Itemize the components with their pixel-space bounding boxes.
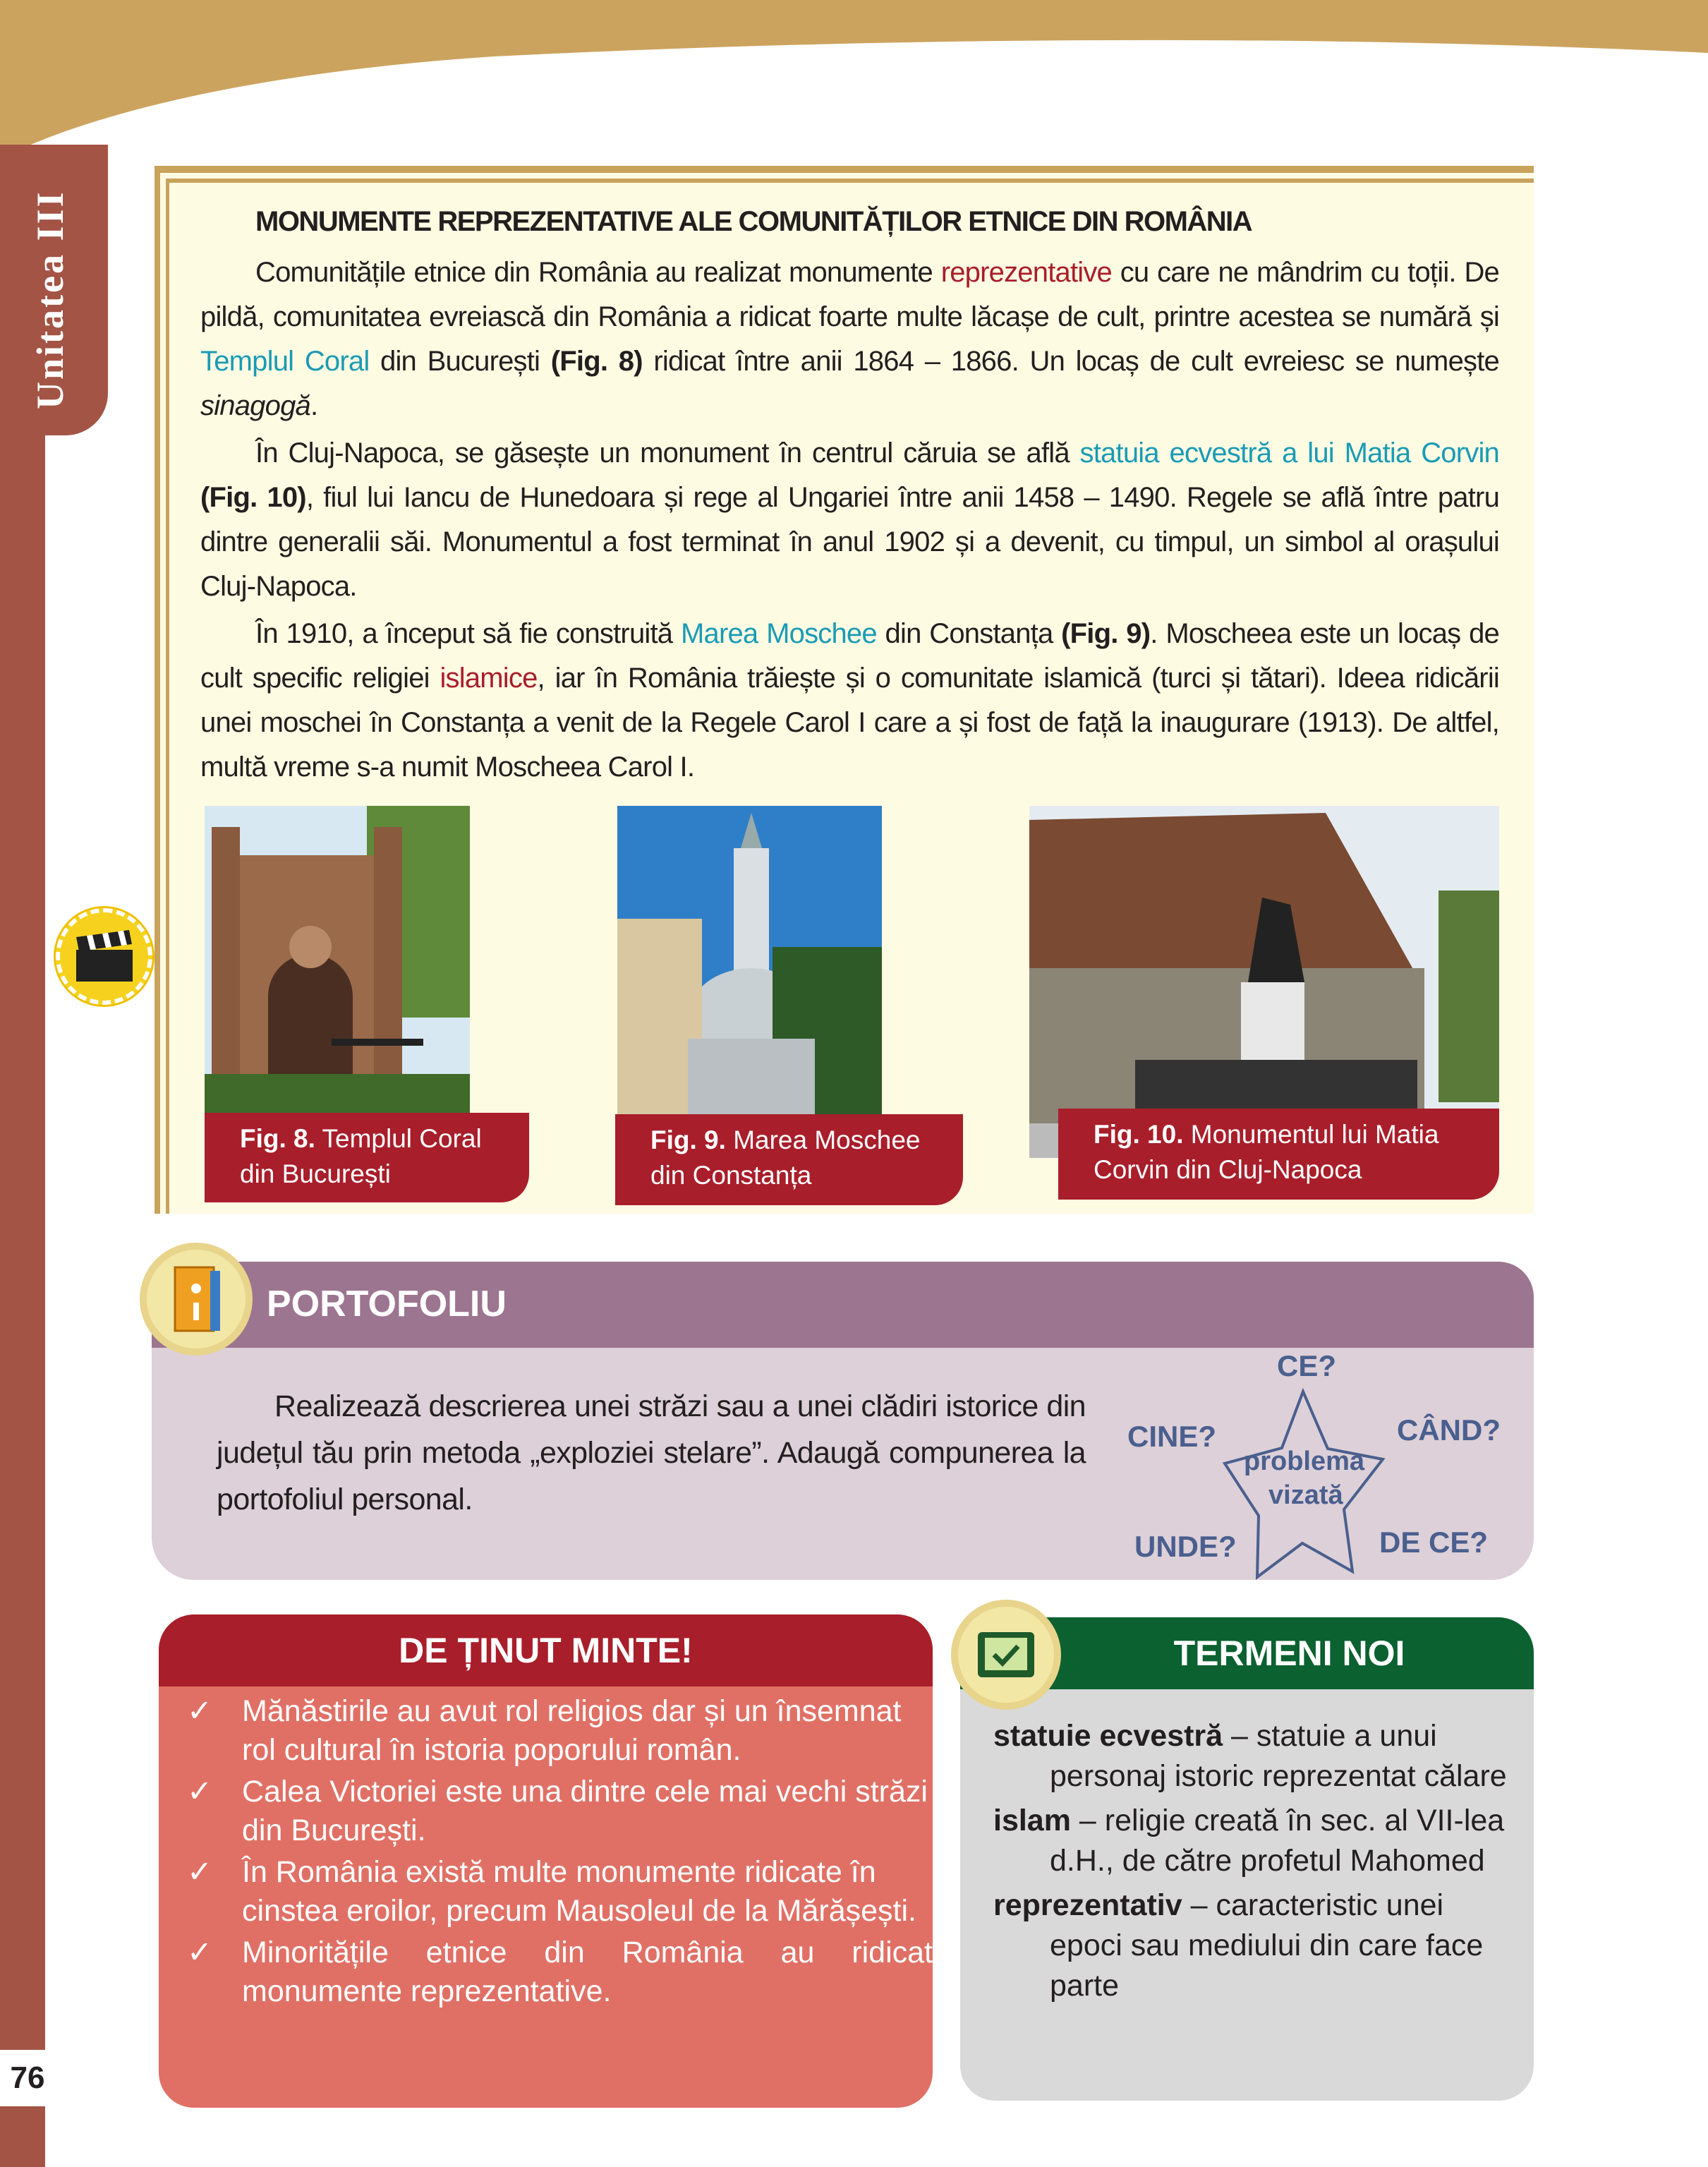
- caption-fig-8: [205, 1113, 529, 1202]
- text: . Moscheea este un locaș de cult specific religiei: [200, 618, 1499, 694]
- portfolio-title: PORTOFOLIU: [267, 1284, 507, 1324]
- paragraph-2: [200, 431, 1499, 609]
- paragraph-1: [200, 250, 1499, 428]
- item-text: Mănăstirile au avut rol religios dar și un însemnat rol cultural în istoria poporului român.: [242, 1694, 902, 1767]
- list-item: [187, 1773, 933, 1850]
- term-link: reprezentative: [940, 257, 1112, 288]
- term-link: Templul Coral: [200, 346, 370, 377]
- caption-line: Corvin din Cluj-Napoca: [1094, 1155, 1362, 1184]
- text: cu care ne mândrim cu toții. De pildă, comunitatea evreiască din România a ridicat foarte multe lăcașe de cult, printre acestea se numără și: [200, 257, 1499, 332]
- term-link: Marea Moschee: [680, 618, 877, 649]
- remember-title: DE ȚINUT MINTE!: [159, 1614, 933, 1686]
- fig-ref: (Fig. 8): [550, 346, 643, 377]
- clapperboard-icon[interactable]: [56, 908, 152, 1005]
- folder-icon: [140, 1243, 253, 1356]
- term-entry: [993, 1801, 1522, 1881]
- caption-fig-10: [1058, 1109, 1499, 1200]
- star-center-line2: vizată: [1268, 1480, 1343, 1510]
- header-wave: [0, 0, 1708, 169]
- text: Comunitățile etnice din România au realizat monumente: [255, 257, 941, 288]
- term-entry: [993, 1885, 1522, 2006]
- photo-matia-corvin: [1029, 806, 1499, 1158]
- fig-number: Fig. 9.: [650, 1125, 726, 1154]
- checkmark-icon: ✓: [187, 1936, 213, 1969]
- text: .: [310, 390, 318, 421]
- star-diagram: [1101, 1341, 1524, 1581]
- checkmark-icon: ✓: [187, 1775, 213, 1809]
- text: din București: [369, 346, 551, 377]
- term-entry: [993, 1716, 1522, 1797]
- checklist-book-icon: [951, 1600, 1061, 1710]
- star-label-left: CINE?: [1127, 1420, 1216, 1453]
- caption-line: Monumentul lui Matia: [1190, 1120, 1439, 1149]
- list-item: [187, 1853, 933, 1931]
- caption-line: din București: [240, 1159, 391, 1188]
- checkmark-icon: ✓: [187, 1694, 213, 1728]
- term-word: islam: [993, 1804, 1071, 1837]
- portfolio-text: Realizează descrierea unei străzi sau a unei clădiri istorice din județul tău prin metoda „exploziei stelare”. Adaugă compunerea la portofoliul personal.: [217, 1389, 1086, 1516]
- item-text: Minoritățile etnice din România au ridicat monumente reprezentative.: [242, 1936, 933, 2008]
- term-link: statuia ecvestră a lui Matia Corvin: [1079, 437, 1499, 469]
- remember-list: [187, 1692, 933, 2014]
- item-text: Calea Victoriei este una dintre cele mai vechi străzi din București.: [242, 1775, 928, 1847]
- term-word: reprezentativ: [993, 1888, 1182, 1922]
- star-label-bottom-right: DE CE?: [1379, 1526, 1489, 1559]
- text: ridicat între anii 1864 – 1866. Un locaș de cult evreiesc se numește: [642, 346, 1499, 377]
- caption-line: din Constanța: [650, 1161, 812, 1190]
- italic-term: sinagogă: [200, 390, 310, 421]
- term-link: islamice: [440, 663, 538, 694]
- fig-ref: (Fig. 10): [200, 482, 306, 513]
- text: În Cluj-Napoca, se găsește un monument în centrul căruia se află: [255, 437, 1080, 469]
- checkmark-icon: ✓: [187, 1855, 213, 1889]
- star-center-line1: problema: [1244, 1447, 1365, 1476]
- term-definition: – religie creată în sec. al VII-lea d.H., de către profetul Mahomed: [1050, 1804, 1505, 1878]
- term-definition: – statuie a unui personaj istoric reprezentat călare: [1050, 1719, 1507, 1793]
- caption-fig-9: [615, 1114, 963, 1205]
- new-terms-title: TERMENI NOI: [960, 1617, 1534, 1689]
- photo-templul-coral: [205, 806, 470, 1113]
- term-definition: – caracteristic unei epoci sau mediului din care face parte: [1050, 1888, 1484, 2003]
- star-label-right: CÂND?: [1397, 1413, 1501, 1447]
- sidebar-strip: [0, 145, 45, 2167]
- fig-ref: (Fig. 9): [1061, 618, 1151, 649]
- item-text: În România există multe monumente ridicate în cinstea eroilor, precum Mausoleul de la Mărășești.: [242, 1855, 916, 1928]
- page-number: 76: [0, 2050, 55, 2106]
- caption-line: Marea Moschee: [733, 1125, 921, 1154]
- fig-number: Fig. 10.: [1094, 1120, 1184, 1149]
- new-terms-list: [993, 1716, 1522, 2010]
- star-label-top: CE?: [1277, 1349, 1336, 1382]
- text: , iar în România trăiește și o comunitate islamică (turci și tătari). Ideea ridicării unei moschei în Constanța a venit de la Regele Carol I care a și fost de față la inaugurare (1913). De altfel, multă vreme s-a numit Moscheea Carol I.: [200, 663, 1499, 783]
- caption-line: Templul Coral: [322, 1124, 482, 1153]
- article-title: MONUMENTE REPREZENTATIVE ALE COMUNITĂȚILOR ETNICE DIN ROMÂNIA: [255, 206, 1252, 237]
- text: În 1910, a început să fie construită: [255, 618, 681, 649]
- term-word: statuie ecvestră: [993, 1719, 1223, 1753]
- unit-label: Unitatea III: [29, 190, 71, 409]
- star-label-bottom-left: UNDE?: [1134, 1530, 1237, 1563]
- text: , fiul lui Iancu de Hunedoara și rege al Ungariei între anii 1458 – 1490. Regele se află între patru dintre generalii săi. Monumentul a fost terminat în anul 1902 și a devenit, cu timpul, un simbol al orașului Cluj-Napoca.: [200, 482, 1500, 602]
- text: din Constanța: [876, 618, 1062, 649]
- article-body: [200, 250, 1499, 792]
- list-item: [187, 1692, 933, 1770]
- paragraph-3: [200, 612, 1499, 790]
- photo-marea-moschee: [617, 806, 882, 1114]
- fig-number: Fig. 8.: [240, 1124, 315, 1153]
- list-item: [187, 1933, 933, 2011]
